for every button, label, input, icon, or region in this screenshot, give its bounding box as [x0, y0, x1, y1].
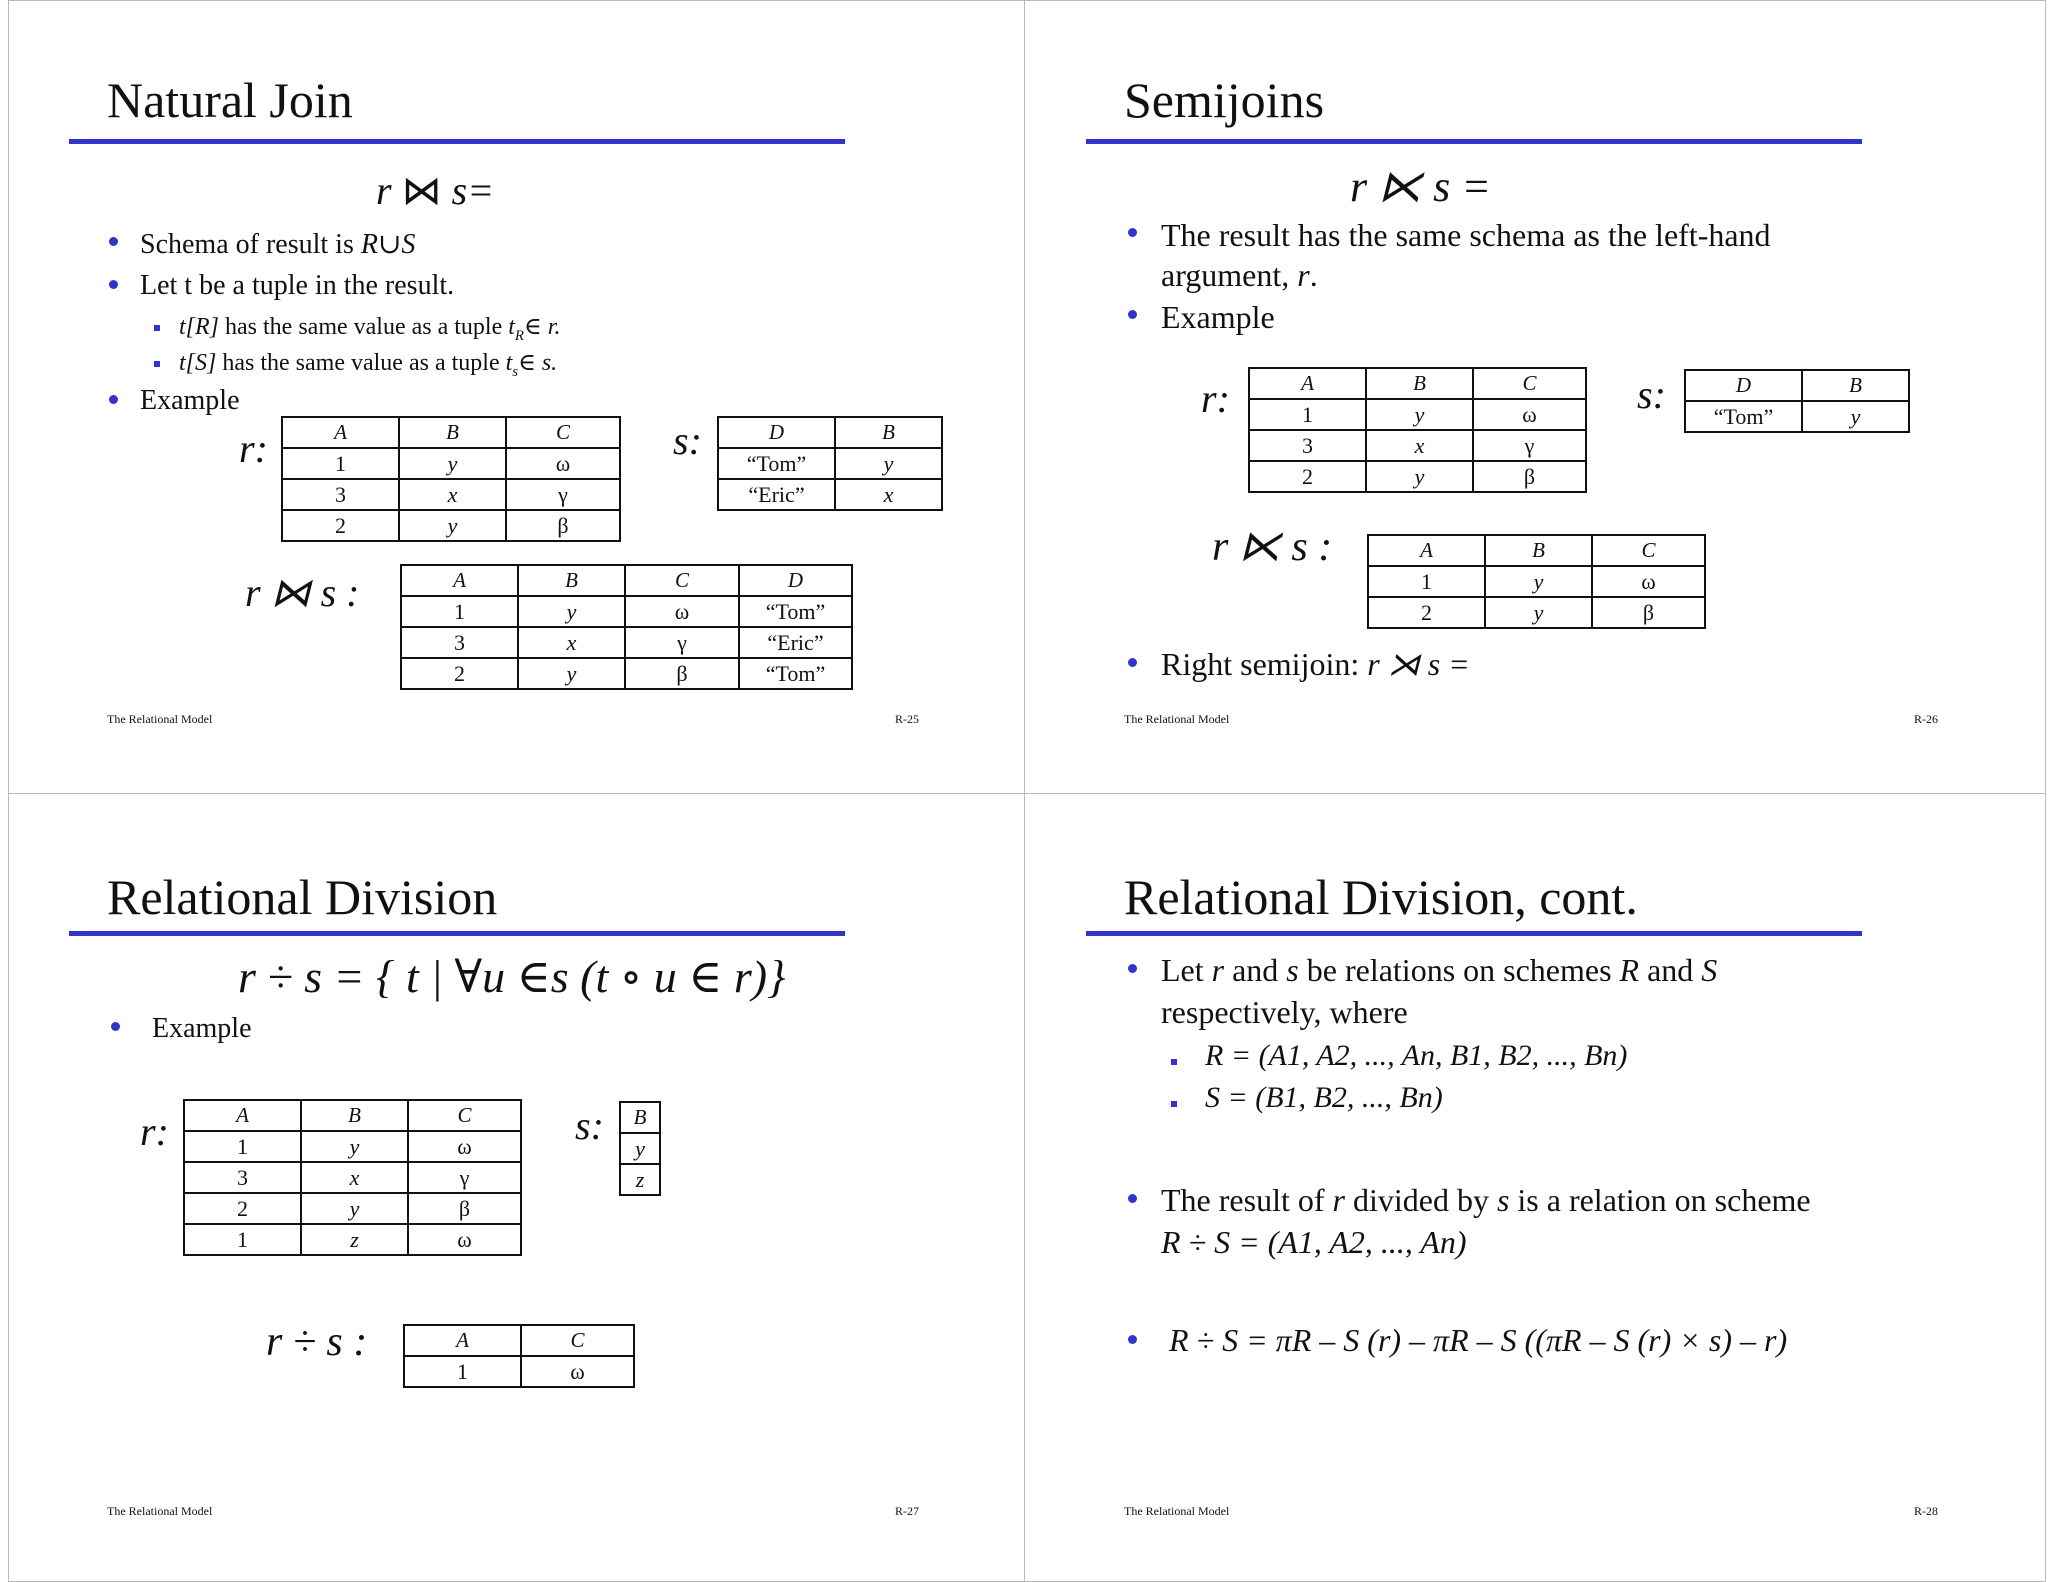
table-s: [619, 1101, 661, 1196]
cell: x: [399, 479, 506, 510]
header-cell: D: [739, 565, 852, 596]
bullet-text: and: [1639, 952, 1702, 988]
header-cell: B: [1485, 535, 1592, 566]
cell: ω: [521, 1356, 634, 1387]
title-underline: [1086, 931, 1862, 936]
cell: y: [399, 448, 506, 479]
slide-title: Natural Join: [107, 72, 353, 128]
cell: “Tom”: [739, 658, 852, 689]
header-cell: B: [620, 1102, 660, 1133]
bullet-dot: [1128, 1335, 1137, 1344]
cell: y: [620, 1133, 660, 1164]
title-underline: [69, 931, 845, 936]
math-r: r: [1211, 952, 1225, 988]
footer-title: The Relational Model: [1124, 1504, 1230, 1518]
table-s: [1684, 369, 1910, 433]
label-r: r:: [1201, 376, 1230, 421]
cell: y: [301, 1131, 408, 1162]
bullet-schema: [140, 227, 415, 261]
header-cell: C: [521, 1325, 634, 1356]
division-definition: R ÷ S = πR – S (r) – πR – S ((πR – S (r) × s) – r): [1169, 1322, 1788, 1358]
sub-bullet-square: [154, 361, 160, 367]
bullet-dot: [111, 1022, 120, 1031]
math-r: r: [1332, 1182, 1345, 1218]
bullet-dot: [109, 280, 118, 289]
cell: 3: [401, 627, 518, 658]
bullet-let-line1: [1161, 952, 1717, 989]
cell: y: [1366, 399, 1473, 430]
cell: 1: [184, 1131, 301, 1162]
header-cell: A: [1249, 368, 1366, 399]
bullet-text: is a relation on scheme: [1509, 1182, 1811, 1218]
bullet-text: Right semijoin:: [1161, 646, 1368, 682]
header-cell: B: [518, 565, 625, 596]
cell: x: [835, 479, 942, 510]
cell: 2: [1249, 461, 1366, 492]
bullet-text: Schema of result is: [140, 229, 361, 260]
header-cell: A: [401, 565, 518, 596]
math-t: t: [179, 314, 186, 340]
header-cell: D: [1685, 370, 1802, 401]
header-cell: C: [1473, 368, 1586, 399]
right-semijoin-math: r ⋊ s =: [1367, 646, 1470, 682]
cell: β: [408, 1193, 521, 1224]
slide-relational-division-cont: [1024, 793, 2046, 1582]
footer-title: The Relational Model: [1124, 712, 1230, 726]
math-t: t: [179, 350, 186, 376]
header-cell: A: [404, 1325, 521, 1356]
math-t: t: [505, 350, 513, 376]
header-cell: A: [1368, 535, 1485, 566]
cell: y: [1485, 566, 1592, 597]
cell: ω: [1592, 566, 1705, 597]
bullet-text: .: [1309, 257, 1318, 293]
bullet-result-line2: R ÷ S = (A1, A2, ..., An): [1161, 1224, 1467, 1260]
header-cell: B: [399, 417, 506, 448]
bullet-dot: [109, 395, 118, 404]
slide-natural-join: [8, 0, 1024, 793]
bullet-example: Example: [140, 385, 240, 416]
table-result: [400, 564, 853, 690]
cell: “Tom”: [718, 448, 835, 479]
cell: 1: [401, 596, 518, 627]
join-formula: [376, 167, 494, 214]
label-r: r:: [140, 1109, 169, 1154]
table-r: [281, 416, 621, 542]
label-s: s:: [673, 418, 702, 463]
math-S: S: [1701, 952, 1718, 988]
cell: “Tom”: [739, 596, 852, 627]
cell: β: [506, 510, 620, 541]
header-cell: D: [718, 417, 835, 448]
sub-text: has the same value as a tuple: [216, 350, 506, 376]
header-cell: C: [408, 1100, 521, 1131]
title-underline: [1086, 139, 1862, 144]
cell: β: [1592, 597, 1705, 628]
sub-bullet-square: [1171, 1101, 1177, 1107]
page-number: R-25: [895, 712, 919, 726]
math-S: [S]: [185, 350, 217, 376]
cell: y: [1802, 401, 1909, 432]
slide-relational-division: [8, 793, 1024, 1582]
cell: 3: [184, 1162, 301, 1193]
label-s: s:: [575, 1103, 604, 1148]
bullet-dot: [1128, 1194, 1137, 1203]
bullet-text: be relations on schemes: [1298, 952, 1620, 988]
cell: 3: [282, 479, 399, 510]
cell: 2: [401, 658, 518, 689]
cell: 3: [1249, 430, 1366, 461]
table-r: [1248, 367, 1587, 493]
table-result: [403, 1324, 635, 1388]
bullet-schema-line2: [1161, 257, 1318, 294]
math-sub: R: [514, 327, 525, 344]
bullet-dot: [1128, 964, 1137, 973]
formula-s: s=: [451, 168, 495, 213]
label-r: r:: [239, 426, 268, 471]
sub-bullet-square: [154, 325, 160, 331]
cell: γ: [625, 627, 739, 658]
cell: y: [518, 596, 625, 627]
header-cell: B: [835, 417, 942, 448]
table-result: [1367, 534, 1706, 629]
cell: z: [301, 1224, 408, 1255]
header-cell: C: [625, 565, 739, 596]
cell: “Tom”: [1685, 401, 1802, 432]
cell: 2: [184, 1193, 301, 1224]
cell: 1: [282, 448, 399, 479]
scheme-S-definition: S = (B1, B2, ..., Bn): [1205, 1081, 1443, 1114]
division-formula: r ÷ s = { t | ∀u ∈s (t ∘ u ∈ r)}: [238, 951, 786, 1002]
math-s: s: [1496, 1182, 1510, 1218]
cell: 1: [404, 1356, 521, 1387]
cell: β: [625, 658, 739, 689]
bullet-text: The result of: [1161, 1182, 1333, 1218]
scheme-R-definition: R = (A1, A2, ..., An, B1, B2, ..., Bn): [1205, 1039, 1628, 1072]
cell: ω: [625, 596, 739, 627]
cell: y: [399, 510, 506, 541]
footer-title: The Relational Model: [107, 1504, 213, 1518]
header-cell: B: [301, 1100, 408, 1131]
bullet-example: Example: [1161, 299, 1275, 335]
slide-semijoins: [1024, 0, 2046, 793]
formula-r: r: [376, 168, 392, 213]
bullet-let-line2: respectively, where: [1161, 994, 1408, 1030]
math-t: t: [508, 314, 515, 340]
math-R: R: [1619, 952, 1640, 988]
math-r: r: [1297, 257, 1310, 293]
bullet-right-semijoin: [1161, 645, 1470, 683]
table-s: [717, 416, 943, 511]
bullet-dot: [1128, 658, 1137, 667]
bullet-example: Example: [152, 1013, 252, 1044]
footer-title: The Relational Model: [107, 712, 213, 726]
page-number: R-26: [1914, 712, 1938, 726]
cell: ω: [1473, 399, 1586, 430]
cell: y: [518, 658, 625, 689]
math-end: ∈ r.: [524, 314, 561, 340]
cell: y: [1366, 461, 1473, 492]
semijoin-formula: r ⋉ s =: [1350, 162, 1491, 211]
math-end: ∈ s.: [518, 350, 558, 376]
cell: x: [1366, 430, 1473, 461]
header-cell: B: [1802, 370, 1909, 401]
cell: ω: [408, 1131, 521, 1162]
header-cell: B: [1366, 368, 1473, 399]
table-r: [183, 1099, 522, 1256]
cell: 1: [1368, 566, 1485, 597]
cell: 1: [184, 1224, 301, 1255]
cell: ω: [506, 448, 620, 479]
cell: β: [1473, 461, 1586, 492]
cell: z: [620, 1164, 660, 1195]
slide-title: Relational Division, cont.: [1124, 869, 1638, 925]
cell: ω: [408, 1224, 521, 1255]
bullet-dot: [1128, 228, 1137, 237]
slide-title: Semijoins: [1124, 72, 1325, 128]
bullet-dot: [1128, 310, 1137, 319]
header-cell: A: [282, 417, 399, 448]
cell: 2: [1368, 597, 1485, 628]
cell: 2: [282, 510, 399, 541]
bullet-text: divided by: [1344, 1182, 1497, 1218]
schema-math: R∪S: [360, 229, 416, 260]
label-result: r ⋈ s :: [245, 570, 360, 615]
label-s: s:: [1637, 372, 1666, 417]
cell: y: [835, 448, 942, 479]
label-result: r ⋉ s :: [1212, 524, 1333, 570]
cell: γ: [506, 479, 620, 510]
label-result: r ÷ s :: [266, 1319, 368, 1365]
bullet-dot: [109, 237, 118, 246]
cell: x: [301, 1162, 408, 1193]
cell: 1: [1249, 399, 1366, 430]
header-cell: C: [1592, 535, 1705, 566]
slide-title: Relational Division: [107, 869, 498, 925]
header-cell: A: [184, 1100, 301, 1131]
join-operator: ⋈: [401, 168, 442, 213]
bullet-tuple: Let t be a tuple in the result.: [140, 270, 455, 301]
title-underline: [69, 139, 845, 144]
cell: y: [1485, 597, 1592, 628]
bullet-text: Let: [1161, 952, 1212, 988]
bullet-text: and: [1224, 952, 1287, 988]
sub-bullet-tS: [179, 348, 557, 381]
cell: y: [301, 1193, 408, 1224]
cell: x: [518, 627, 625, 658]
cell: γ: [408, 1162, 521, 1193]
bullet-text: argument,: [1161, 257, 1298, 293]
page-number: R-28: [1914, 1504, 1938, 1518]
math-sub: s: [512, 363, 519, 380]
math-R: [R]: [185, 314, 220, 340]
math-s: s: [1286, 952, 1299, 988]
sub-bullet-tR: [179, 312, 560, 345]
header-cell: C: [506, 417, 620, 448]
bullet-schema-line1: The result has the same schema as the left-hand: [1161, 217, 1771, 253]
bullet-result-line1: [1161, 1182, 1811, 1219]
page-number: R-27: [895, 1504, 919, 1518]
sub-text: has the same value as a tuple: [219, 314, 509, 340]
sub-bullet-square: [1171, 1059, 1177, 1065]
cell: “Eric”: [718, 479, 835, 510]
cell: “Eric”: [739, 627, 852, 658]
cell: γ: [1473, 430, 1586, 461]
